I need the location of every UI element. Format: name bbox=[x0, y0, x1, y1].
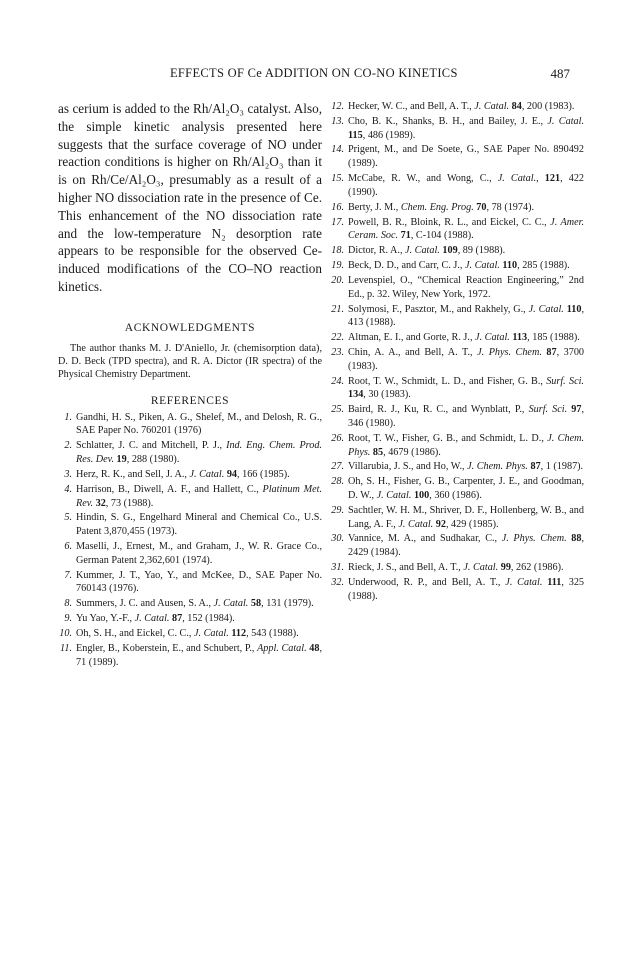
reference-number: 3. bbox=[64, 468, 72, 480]
reference-item bbox=[330, 259, 584, 273]
reference-number: 9. bbox=[64, 613, 72, 625]
reference-text: Villarubia, J. S., and Ho, W., J. Chem. Phys. 87, 1 (1987). bbox=[348, 461, 584, 473]
reference-number: 12. bbox=[331, 101, 344, 112]
reference-text: Powell, B. R., Bloink, R. L., and Eickel, C. C., J. Amer. Ceram. Soc. 71, C-104 (1988). bbox=[348, 216, 585, 242]
reference-number: 1. bbox=[64, 411, 72, 423]
reference-item bbox=[58, 411, 322, 438]
reference-text: Root, T. W., Fisher, G. B., and Schmidt, L. D., J. Chem. Phys. 85, 4679 (1986). bbox=[348, 432, 584, 458]
reference-item bbox=[330, 403, 584, 430]
reference-item bbox=[58, 468, 322, 482]
reference-item bbox=[330, 346, 584, 373]
reference-item bbox=[330, 201, 584, 215]
reference-number: 10. bbox=[59, 628, 72, 639]
page-header bbox=[100, 66, 570, 86]
reference-item bbox=[330, 100, 584, 114]
reference-item bbox=[330, 561, 584, 575]
right-column bbox=[330, 100, 584, 605]
reference-item bbox=[330, 375, 584, 402]
reference-number: 5. bbox=[64, 512, 72, 524]
reference-item bbox=[58, 439, 322, 466]
reference-number: 22. bbox=[331, 332, 344, 344]
reference-list-left bbox=[58, 411, 322, 670]
reference-number: 16. bbox=[331, 201, 344, 213]
reference-number: 27. bbox=[331, 461, 344, 473]
reference-text: Sachtler, W. H. M., Shriver, D. F., Hollenberg, W. B., and Lang, A. F., J. Catal. 92, 429 (1985). bbox=[348, 504, 584, 530]
reference-number: 7. bbox=[64, 569, 72, 581]
reference-item bbox=[58, 612, 322, 626]
reference-text: Harrison, B., Diwell, A. F., and Hallett, C., Platinum Met. Rev. 32, 73 (1988). bbox=[76, 483, 322, 509]
reference-text: Herz, R. K., and Sell, J. A., J. Catal. 94, 166 (1985). bbox=[76, 468, 290, 480]
reference-text: Oh, S. H., and Eickel, C. C., J. Catal. 112, 543 (1988). bbox=[76, 628, 299, 639]
reference-number: 26. bbox=[331, 432, 344, 444]
reference-item bbox=[330, 460, 584, 474]
reference-item bbox=[330, 331, 584, 345]
reference-item bbox=[330, 432, 584, 459]
reference-text: Vannice, M. A., and Sudhakar, C., J. Phys. Chem. 88, 2429 (1984). bbox=[348, 533, 584, 559]
reference-item bbox=[58, 642, 322, 669]
reference-text: Prigent, M., and De Soete, G., SAE Paper No. 890492 (1989). bbox=[348, 144, 584, 170]
reference-item bbox=[58, 569, 322, 596]
reference-number: 19. bbox=[331, 260, 344, 272]
reference-number: 31. bbox=[331, 562, 344, 574]
reference-number: 23. bbox=[331, 347, 344, 359]
reference-text: Underwood, R. P., and Bell, A. T., J. Catal. 111, 325 (1988). bbox=[348, 576, 585, 602]
reference-text: Dictor, R. A., J. Catal. 109, 89 (1988). bbox=[348, 245, 506, 257]
reference-number: 8. bbox=[64, 598, 72, 610]
page-number: 487 bbox=[550, 66, 570, 81]
acknowledgments-heading: ACKNOWLEDGMENTS bbox=[124, 321, 256, 334]
reference-number: 6. bbox=[64, 541, 72, 553]
reference-number: 13. bbox=[331, 115, 344, 127]
reference-number: 4. bbox=[64, 483, 72, 495]
reference-item bbox=[330, 576, 584, 603]
reference-text: Oh, S. H., Fisher, G. B., Carpenter, J. E., and Goodman, D. W., J. Catal. 100, 360 (1986). bbox=[348, 476, 584, 501]
reference-item bbox=[330, 216, 584, 243]
reference-item bbox=[330, 172, 584, 199]
reference-item bbox=[330, 115, 584, 142]
reference-text: Hecker, W. C., and Bell, A. T., J. Catal. 84, 200 (1983). bbox=[348, 101, 575, 112]
reference-list-right bbox=[330, 100, 584, 603]
reference-number: 29. bbox=[331, 504, 344, 516]
running-head: EFFECTS OF Ce ADDITION ON CO-NO KINETICS bbox=[170, 66, 458, 80]
reference-number: 32. bbox=[331, 576, 344, 588]
reference-number: 15. bbox=[331, 173, 344, 185]
reference-number: 20. bbox=[331, 274, 344, 286]
reference-text: Cho, B. K., Shanks, B. H., and Bailey, J. E., J. Catal. 115, 486 (1989). bbox=[348, 115, 584, 141]
reference-text: Berty, J. M., Chem. Eng. Prog. 70, 78 (1974). bbox=[348, 201, 535, 213]
reference-text: Chin, A. A., and Bell, A. T., J. Phys. Chem. 87, 3700 (1983). bbox=[348, 347, 585, 372]
reference-number: 17. bbox=[331, 216, 344, 228]
reference-number: 21. bbox=[331, 303, 344, 315]
reference-number: 24. bbox=[331, 375, 344, 387]
reference-number: 25. bbox=[331, 404, 344, 416]
reference-number: 28. bbox=[331, 476, 344, 488]
reference-text: Altman, E. I., and Gorte, R. J., J. Catal. 113, 185 (1988). bbox=[348, 332, 580, 344]
reference-number: 30. bbox=[331, 533, 344, 545]
reference-text: Levenspiel, O., “Chemical Reaction Engineering,” 2nd Ed., p. 32. Wiley, New York, 1972. bbox=[348, 274, 584, 300]
reference-item bbox=[330, 143, 584, 170]
acknowledgments-text: The author thanks M. J. D'Aniello, Jr. (chemisorption data), D. D. Beck (TPD spectra), and R. A. Dictor (IR spectra) of the Physical Chemistry Department. bbox=[58, 342, 322, 380]
reference-item bbox=[330, 244, 584, 258]
reference-text: Gandhi, H. S., Piken, A. G., Shelef, M., and Delosh, R. G., SAE Paper No. 760201 (1976) bbox=[76, 411, 322, 437]
reference-text: Yu Yao, Y.-F., J. Catal. 87, 152 (1984). bbox=[76, 613, 235, 625]
reference-text: McCabe, R. W., and Wong, C., J. Catal., 121, 422 (1990). bbox=[348, 173, 585, 198]
reference-item bbox=[58, 511, 322, 538]
reference-item bbox=[58, 483, 322, 510]
references-heading: REFERENCES bbox=[150, 394, 230, 407]
reference-text: Engler, B., Koberstein, E., and Schubert, P., Appl. Catal. 48, 71 (1989). bbox=[76, 642, 322, 668]
reference-text: Baird, R. J., Ku, R. C., and Wynblatt, P., Surf. Sci. 97, 346 (1980). bbox=[348, 404, 584, 429]
reference-text: Hindin, S. G., Engelhard Mineral and Chemical Co., U.S. Patent 3,870,455 (1973). bbox=[76, 512, 322, 538]
reference-item bbox=[330, 504, 584, 531]
reference-item bbox=[330, 274, 584, 301]
left-column bbox=[58, 100, 322, 670]
reference-item bbox=[58, 597, 322, 611]
reference-item bbox=[330, 532, 584, 559]
reference-text: Solymosi, F., Pasztor, M., and Rakhely, G., J. Catal. 110, 413 (1988). bbox=[348, 303, 585, 329]
reference-number: 14. bbox=[331, 144, 344, 156]
reference-text: Root, T. W., Schmidt, L. D., and Fisher, G. B., Surf. Sci. 134, 30 (1983). bbox=[348, 375, 584, 401]
reference-text: Summers, J. C. and Ausen, S. A., J. Catal. 58, 131 (1979). bbox=[76, 598, 314, 610]
reference-number: 2. bbox=[64, 440, 72, 452]
reference-number: 18. bbox=[331, 245, 344, 257]
reference-item bbox=[58, 627, 322, 641]
reference-text: Schlatter, J. C. and Mitchell, P. J., Ind. Eng. Chem. Prod. Res. Dev. 19, 288 (1980). bbox=[76, 440, 322, 466]
reference-item bbox=[330, 475, 584, 502]
reference-text: Rieck, J. S., and Bell, A. T., J. Catal. 99, 262 (1986). bbox=[348, 562, 564, 574]
reference-number: 11. bbox=[60, 642, 72, 654]
reference-text: Beck, D. D., and Carr, C. J., J. Catal. 110, 285 (1988). bbox=[348, 260, 570, 272]
reference-item bbox=[58, 540, 322, 567]
body-paragraph: as cerium is added to the Rh/Al₂O₃ catalyst. Also, the simple kinetic analysis presented here suggests that the surface coverage of NO under reaction conditions is higher on Rh/Al₂O₃ than it is on Rh/Ce/Al₂O₃, presumably as a result of a higher NO dissociation rate in the presence of Ce. This enhancement of the NO dissociation rate and the low-temperature N₂ desorption rate appears to be responsible for the observed Ce-induced modifications of the CO–NO reaction kinetics. bbox=[58, 101, 322, 294]
reference-item bbox=[330, 303, 584, 330]
reference-text: Kummer, J. T., Yao, Y., and McKee, D., SAE Paper No. 760143 (1976). bbox=[76, 569, 322, 595]
reference-text: Maselli, J., Ernest, M., and Graham, J., W. R. Grace Co., German Patent 2,362,601 (1974). bbox=[76, 541, 322, 566]
